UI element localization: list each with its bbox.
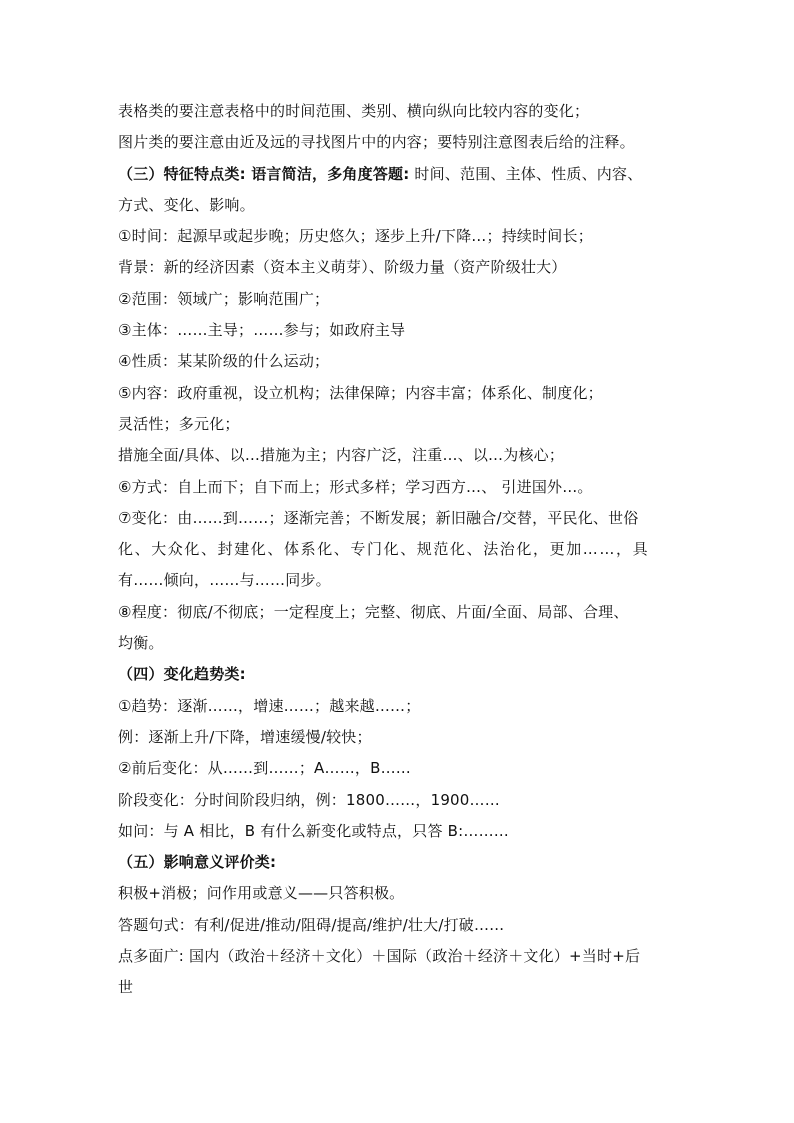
line-text: 均衡。 [118,634,164,653]
text-line [118,472,688,503]
line-text: 阶段变化：分时间阶段归纳，例：1800……，1900…… [118,790,500,809]
text-line [118,534,688,565]
text-line [118,565,688,596]
line-text: ③主体：……主导；……参与；如政府主导 [118,321,406,340]
section-heading-trends [118,659,688,690]
text-line [118,722,688,753]
heading-label: （五）影响意义评价类: [118,853,277,872]
line-text: 例：逐渐上升/下降，增速缓慢/较快； [118,727,372,746]
text-line [118,941,688,972]
text-line [118,378,688,409]
line-text: ⑥方式：自上而下；自下而上；形式多样；学习西方…、 引进国外…。 [118,477,593,496]
line-text: ⑦变化：由……到……；逐渐完善；不断发展；新旧融合/交替，平民化、世俗 [118,508,639,527]
text-line [118,440,688,471]
text-line [118,96,688,127]
line-text: 点多面广: 国内（政治＋经济＋文化）＋国际（政治＋经济＋文化）+当时+后 [118,947,641,966]
text-line [118,910,688,941]
section-heading-impact [118,847,688,878]
text-line [118,628,688,659]
text-line [118,753,688,784]
line-text: 表格类的要注意表格中的时间范围、类别、横向纵向比较内容的变化； [118,102,590,120]
line-text: 图片类的要注意由近及远的寻找图片中的内容；要特别注意图表后给的注释。 [118,133,635,152]
line-text: ④性质：某某阶级的什么运动； [118,352,330,371]
text-line [118,785,688,816]
line-text: ①趋势：逐渐……，增速……；越来越……； [118,696,421,715]
line-text: 答题句式：有利/促进/推动/阻碍/提高/维护/壮大/打破…… [118,915,505,934]
line-text: 灵活性；多元化； [118,414,240,433]
heading-label: （四）变化趋势类: [118,665,246,684]
text-line [118,346,688,377]
section-heading-features [118,159,688,190]
text-line [118,597,688,628]
line-text: 有……倾向，……与……同步。 [118,571,331,590]
text-line [118,816,688,847]
line-text: 世 [118,978,134,997]
line-text: 积极+消极；问作用或意义——只答积极。 [118,884,405,903]
line-text: 化、大众化、封建化、体系化、专门化、规范化、法治化，更加……，具 [118,540,650,559]
text-line [118,878,688,909]
text-line [118,691,688,722]
line-text: ②范围：领域广；影响范围广； [118,289,330,308]
text-line [118,503,688,534]
line-text: ②前后变化：从……到……；A……，B…… [118,759,411,778]
line-text: ⑧程度：彻底/不彻底；一定程度上；完整、彻底、片面/全面、局部、合理、 [118,602,629,621]
line-text: 如问：与 A 相比，B 有什么新变化或特点，只答 B:……… [118,821,509,840]
text-line [118,252,688,283]
heading-label: （三）特征特点类: 语言简洁，多角度答题: [118,164,410,183]
line-text: 时间、范围、主体、性质、内容、 [409,164,643,183]
text-line [118,972,688,1003]
text-line [118,409,688,440]
line-text: ①时间：起源早或起步晚；历史悠久；逐步上升/下降…；持续时间长； [118,227,593,246]
line-text: ⑤内容：政府重视，设立机构；法律保障；内容丰富；体系化、制度化； [118,383,603,402]
line-text: 背景：新的经济因素（资本主义萌芽）、阶级力量（资产阶级壮大） [118,258,567,277]
line-text: 措施全面/具体、以…措施为主；内容广泛，注重…、以…为核心； [118,446,565,465]
text-line [118,190,688,221]
text-line [118,315,688,346]
line-text: 方式、变化、影响。 [118,195,255,214]
text-line [118,284,688,315]
text-line [118,127,688,158]
document-body [118,96,688,1004]
text-line [118,221,688,252]
